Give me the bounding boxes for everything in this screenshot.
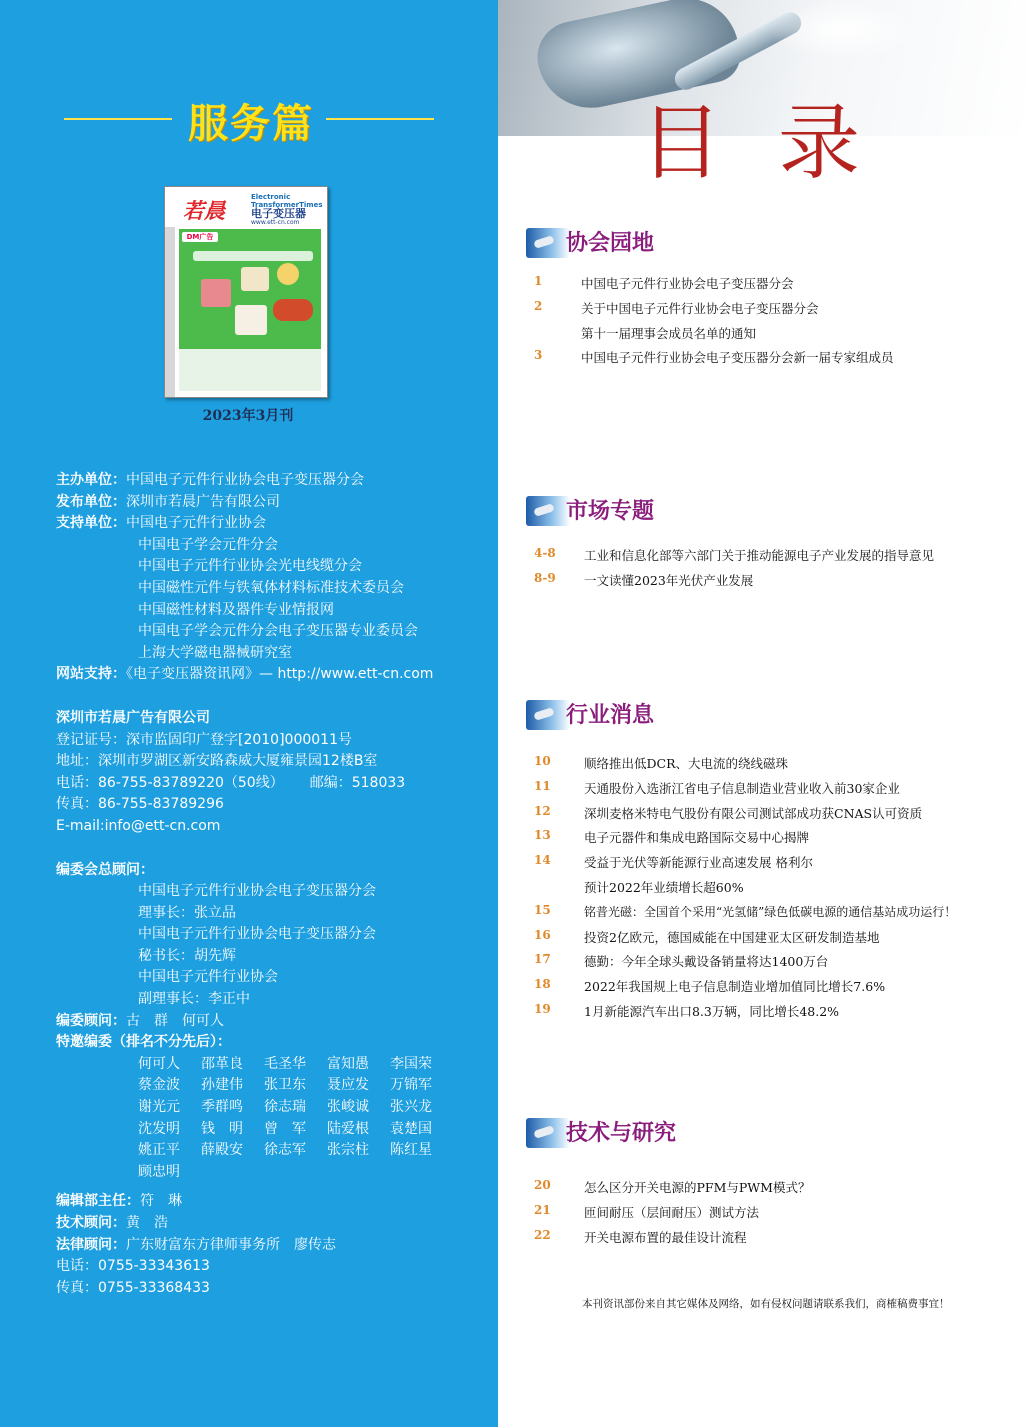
toc-item[interactable]: [498, 546, 1028, 571]
tech-advisor-row: [56, 1213, 496, 1235]
support-row: 中国电子元件行业协会光电线缆分会: [138, 558, 362, 575]
legal-advisor-label: 法律顾问：: [56, 1236, 126, 1253]
article-title: 开关电源布置的最佳设计流程: [584, 1229, 747, 1245]
toc-item[interactable]: [498, 571, 1028, 596]
cover-product-image: [241, 267, 269, 291]
special-editors-label: 特邀编委（排名不分先后）：: [56, 1034, 231, 1051]
consultant-row: [56, 1011, 496, 1033]
toc-item[interactable]: [498, 828, 1028, 853]
page-number: 20: [534, 1178, 551, 1192]
page-number: 13: [534, 828, 551, 843]
page-number: 1: [534, 274, 543, 288]
toc-list: [498, 754, 1028, 1027]
page-number: 22: [534, 1227, 551, 1242]
toc-item[interactable]: [498, 977, 1028, 1002]
page-number: 12: [534, 803, 551, 818]
editor-name: 张峻诚: [327, 1099, 369, 1116]
editor-name: 陆爱根: [327, 1120, 369, 1137]
article-title: 天通股份入选浙江省电子信息制造业营业收入前30家企业: [584, 780, 900, 796]
heading-rule-left: [64, 118, 172, 120]
legal-advisor-value: 广东财富东方律师事务所 廖传志: [126, 1236, 336, 1253]
article-title: 第十一届理事会成员名单的通知: [581, 325, 757, 341]
phone-row: [56, 773, 496, 795]
toc-item[interactable]: [498, 779, 1028, 804]
toc-item[interactable]: [498, 1228, 1028, 1253]
page-number: 17: [534, 952, 551, 967]
editor-name: 蔡金波: [138, 1077, 180, 1094]
article-title: 关于中国电子元件行业协会电子变压器分会: [581, 300, 819, 316]
director-label: 编辑部主任：: [56, 1193, 140, 1210]
editor-name: 万锦军: [390, 1077, 432, 1094]
page-number: 19: [534, 1001, 551, 1016]
editor-names-row: [56, 1119, 496, 1141]
advisor-line: 理事长：张立品: [138, 904, 236, 921]
spacer: [56, 838, 496, 860]
article-title: 2022年我国规上电子信息制造业增加值同比增长7.6%: [584, 979, 886, 995]
cover-magazine-name: 电子变压器: [251, 207, 306, 220]
editor-name: 李国荣: [390, 1055, 432, 1072]
advisor-line: 副理事长：李正中: [138, 991, 250, 1008]
editor-names-row: [56, 1162, 496, 1184]
editor-names-row: [56, 1097, 496, 1119]
editor-name: 徐志瑞: [264, 1099, 306, 1116]
editor-name: 张兴龙: [390, 1099, 432, 1116]
consultant-label: 编委顾问：: [56, 1012, 126, 1029]
editor-name: 沈发明: [138, 1120, 180, 1137]
cover-product-image: [201, 279, 231, 307]
page-number: 14: [534, 853, 551, 868]
toc-item[interactable]: [498, 878, 1028, 903]
article-title: 一文读懂2023年光伏产业发展: [584, 572, 754, 588]
editor-names-row: [56, 1054, 496, 1076]
toc-item[interactable]: [498, 299, 1028, 324]
article-title: 中国电子元件行业协会电子变压器分会: [581, 276, 794, 291]
special-editors-heading: [56, 1032, 496, 1054]
cover-dm-badge: DM广告: [182, 232, 218, 242]
support-row: 中国电子学会元件分会: [138, 536, 278, 553]
toc-item[interactable]: [498, 853, 1028, 878]
article-title: 中国电子元件行业协会电子变压器分会新一届专家组成员: [581, 350, 894, 366]
advisors-label: 编委会总顾问：: [56, 861, 154, 878]
page-number: 15: [534, 902, 551, 917]
cover-logo: 若晨: [183, 198, 225, 223]
editor-name: 孙建伟: [201, 1077, 243, 1094]
website-row: [56, 664, 496, 686]
section-hand-icon: [526, 228, 570, 258]
support-label: 支持单位：: [56, 515, 126, 532]
postcode: 邮编：518033: [309, 774, 406, 791]
right-panel: [498, 0, 1028, 1427]
support-row: 中国磁性材料及器件专业情报网: [138, 601, 334, 618]
sponsor-value: 中国电子元件行业协会电子变压器分会: [126, 472, 364, 488]
article-title: 受益于光伏等新能源行业高速发展 格利尔: [584, 855, 813, 871]
toc-list: [498, 1178, 1028, 1252]
advisor-line: 中国电子元件行业协会电子变压器分会: [138, 883, 376, 900]
editor-name: 钱 明: [201, 1120, 243, 1137]
article-title: 投资2亿欧元，德国威能在中国建亚太区研发制造基地: [584, 929, 880, 945]
editor-name: 陈红星: [390, 1142, 432, 1159]
advisor-line: 中国电子元件行业协会电子变压器分会: [138, 926, 376, 943]
article-title: 深圳麦格米特电气股份有限公司测试部成功获CNAS认可资质: [584, 805, 923, 821]
phone: 电话：86-755-83789220（50线）: [56, 774, 284, 791]
toc-item[interactable]: [498, 274, 1028, 299]
article-title: 铭普光磁：全国首个采用“光氢储”绿色低碳电源的通信基站成功运行！: [584, 904, 957, 919]
editor-name: 袁楚国: [390, 1120, 432, 1137]
tech-advisor-value: 黄 浩: [126, 1215, 168, 1231]
support-row: 上海大学磁电器械研究室: [138, 644, 292, 661]
page-number: 4-8: [534, 546, 556, 560]
left-panel: [0, 0, 498, 1427]
editor-name: 徐志军: [264, 1142, 306, 1159]
spacer: [56, 1183, 496, 1191]
editor-name: 聂应发: [327, 1077, 369, 1094]
support-row: 中国电子学会元件分会电子变压器专业委员会: [138, 623, 418, 640]
sponsor-row: [56, 470, 496, 492]
section-title: 行业消息: [566, 698, 654, 732]
toc-item[interactable]: [498, 903, 1028, 928]
support-row: 中国磁性元件与铁氧体材料标准技术委员会: [138, 579, 404, 596]
glow-decoration: [768, 0, 918, 60]
editor-name: 薛殿安: [201, 1142, 243, 1159]
editor-name: 谢光元: [138, 1099, 180, 1116]
article-title: 怎么区分开关电源的PFM与PWM模式？: [584, 1180, 811, 1195]
editor-name: 张卫东: [264, 1077, 306, 1094]
article-title: 预计2022年业绩增长超60%: [584, 879, 744, 895]
toc-item[interactable]: [498, 1178, 1028, 1203]
section-title: 市场专题: [566, 494, 654, 528]
page-number: 11: [534, 778, 551, 793]
company-name: [56, 708, 496, 730]
sponsor-label: 主办单位：: [56, 472, 126, 488]
cover-footer: [179, 349, 321, 391]
cover-product-image: [277, 263, 299, 285]
page-number: 21: [534, 1202, 551, 1217]
editor-name: 张宗柱: [327, 1142, 369, 1159]
article-title: 德勤：今年全球头戴设备销量将达1400万台: [584, 954, 829, 970]
registration-number: 登记证号：深市监固印广登字[2010]000011号: [56, 731, 352, 748]
article-title: 顺络推出低DCR、大电流的绕线磁珠: [584, 756, 788, 771]
cover-website: www.ett-cn.com: [251, 219, 300, 226]
editor-name: 顾忠明: [138, 1163, 180, 1180]
toc-item[interactable]: [498, 754, 1028, 779]
article-title: 电子元器件和集成电路国际交易中心揭牌: [584, 830, 810, 846]
toc-item[interactable]: [498, 348, 1028, 373]
advisors-heading: [56, 860, 496, 882]
editor-name: 姚正平: [138, 1142, 180, 1159]
publisher-value: 深圳市若晨广告有限公司: [126, 493, 280, 510]
toc-item[interactable]: [498, 324, 1028, 349]
advisor-line: 中国电子元件行业协会: [138, 969, 278, 986]
advisor-line: 秘书长：胡先辉: [138, 947, 236, 964]
section-hand-icon: [526, 496, 570, 526]
contact-phone: 电话：0755-33343613: [56, 1258, 210, 1275]
consultant-value: 古 群 何可人: [126, 1012, 224, 1029]
company-label: 深圳市若晨广告有限公司: [56, 709, 210, 726]
cover-product-image: [273, 299, 313, 321]
section-hand-icon: [526, 1118, 570, 1148]
service-heading: [64, 92, 434, 147]
editor-name: 邵革良: [201, 1055, 243, 1072]
page-number: 10: [534, 754, 551, 768]
legal-advisor-row: [56, 1235, 496, 1257]
director-row: [56, 1191, 496, 1213]
website-link[interactable]: 《电子变压器资讯网》— http://www.ett-cn.com: [126, 666, 434, 683]
toc-title: 目录: [640, 96, 917, 191]
email[interactable]: E-mail:info@ett-cn.com: [56, 817, 221, 834]
toc-item[interactable]: [498, 928, 1028, 953]
page-number: 8-9: [534, 570, 556, 585]
toc-list: [498, 546, 1028, 596]
director-value: 符 琳: [140, 1193, 182, 1210]
page-number: 16: [534, 927, 551, 942]
editor-name: 曾 军: [264, 1120, 306, 1137]
toc-item[interactable]: [498, 952, 1028, 977]
fax: 传真：86-755-83789296: [56, 796, 224, 813]
cover-product-image: [235, 305, 267, 335]
cover-spine: [165, 227, 175, 397]
page-number: 2: [534, 298, 543, 313]
section-title: 技术与研究: [566, 1116, 676, 1150]
page-number: 18: [534, 977, 551, 992]
address: 地址：深圳市罗湖区新安路森威大厦雍景园12楼B室: [56, 753, 378, 770]
section-title: 协会园地: [566, 226, 654, 260]
toc-item[interactable]: [498, 1002, 1028, 1027]
magazine-cover[interactable]: [164, 186, 328, 398]
cover-product-image: [193, 251, 313, 261]
toc-item[interactable]: [498, 1203, 1028, 1228]
section-hand-icon: [526, 700, 570, 730]
heading-rule-right: [326, 118, 434, 120]
toc-item[interactable]: [498, 804, 1028, 829]
article-title: 1月新能源汽车出口8.3万辆，同比增长48.2%: [584, 1003, 840, 1019]
article-title: 匝间耐压（层间耐压）测试方法: [584, 1204, 760, 1220]
editor-name: 富知愚: [327, 1055, 369, 1072]
publication-info: [56, 470, 496, 1299]
editor-name: 何可人: [138, 1055, 180, 1072]
support-value: 中国电子元件行业协会: [126, 515, 266, 532]
editor-names-row: [56, 1140, 496, 1162]
spacer: [56, 686, 496, 708]
publisher-label: 发布单位：: [56, 493, 126, 510]
issue-date: 2023年3月刊: [202, 408, 294, 424]
website-label: 网站支持：: [56, 666, 126, 683]
service-title: 服务篇: [188, 100, 314, 147]
page-number: 3: [534, 348, 543, 363]
editor-names-row: [56, 1075, 496, 1097]
cover-artwork: [179, 229, 321, 391]
support-row: [56, 513, 496, 535]
editor-name: 季群鸣: [201, 1099, 243, 1116]
editor-name: 毛圣华: [264, 1055, 306, 1072]
toc-list: [498, 274, 1028, 373]
publisher-row: [56, 492, 496, 514]
tech-advisor-label: 技术顾问：: [56, 1215, 126, 1231]
contact-fax: 传真：0755-33368433: [56, 1279, 210, 1296]
copyright-footnote: 本刊资讯部份来自其它媒体及网络，如有侵权问题请联系我们，商榷稿费事宜！: [582, 1298, 950, 1310]
article-title: 工业和信息化部等六部门关于推动能源电子产业发展的指导意见: [584, 548, 935, 563]
cover-english-title: Electronic TransformerTimes: [251, 193, 323, 209]
